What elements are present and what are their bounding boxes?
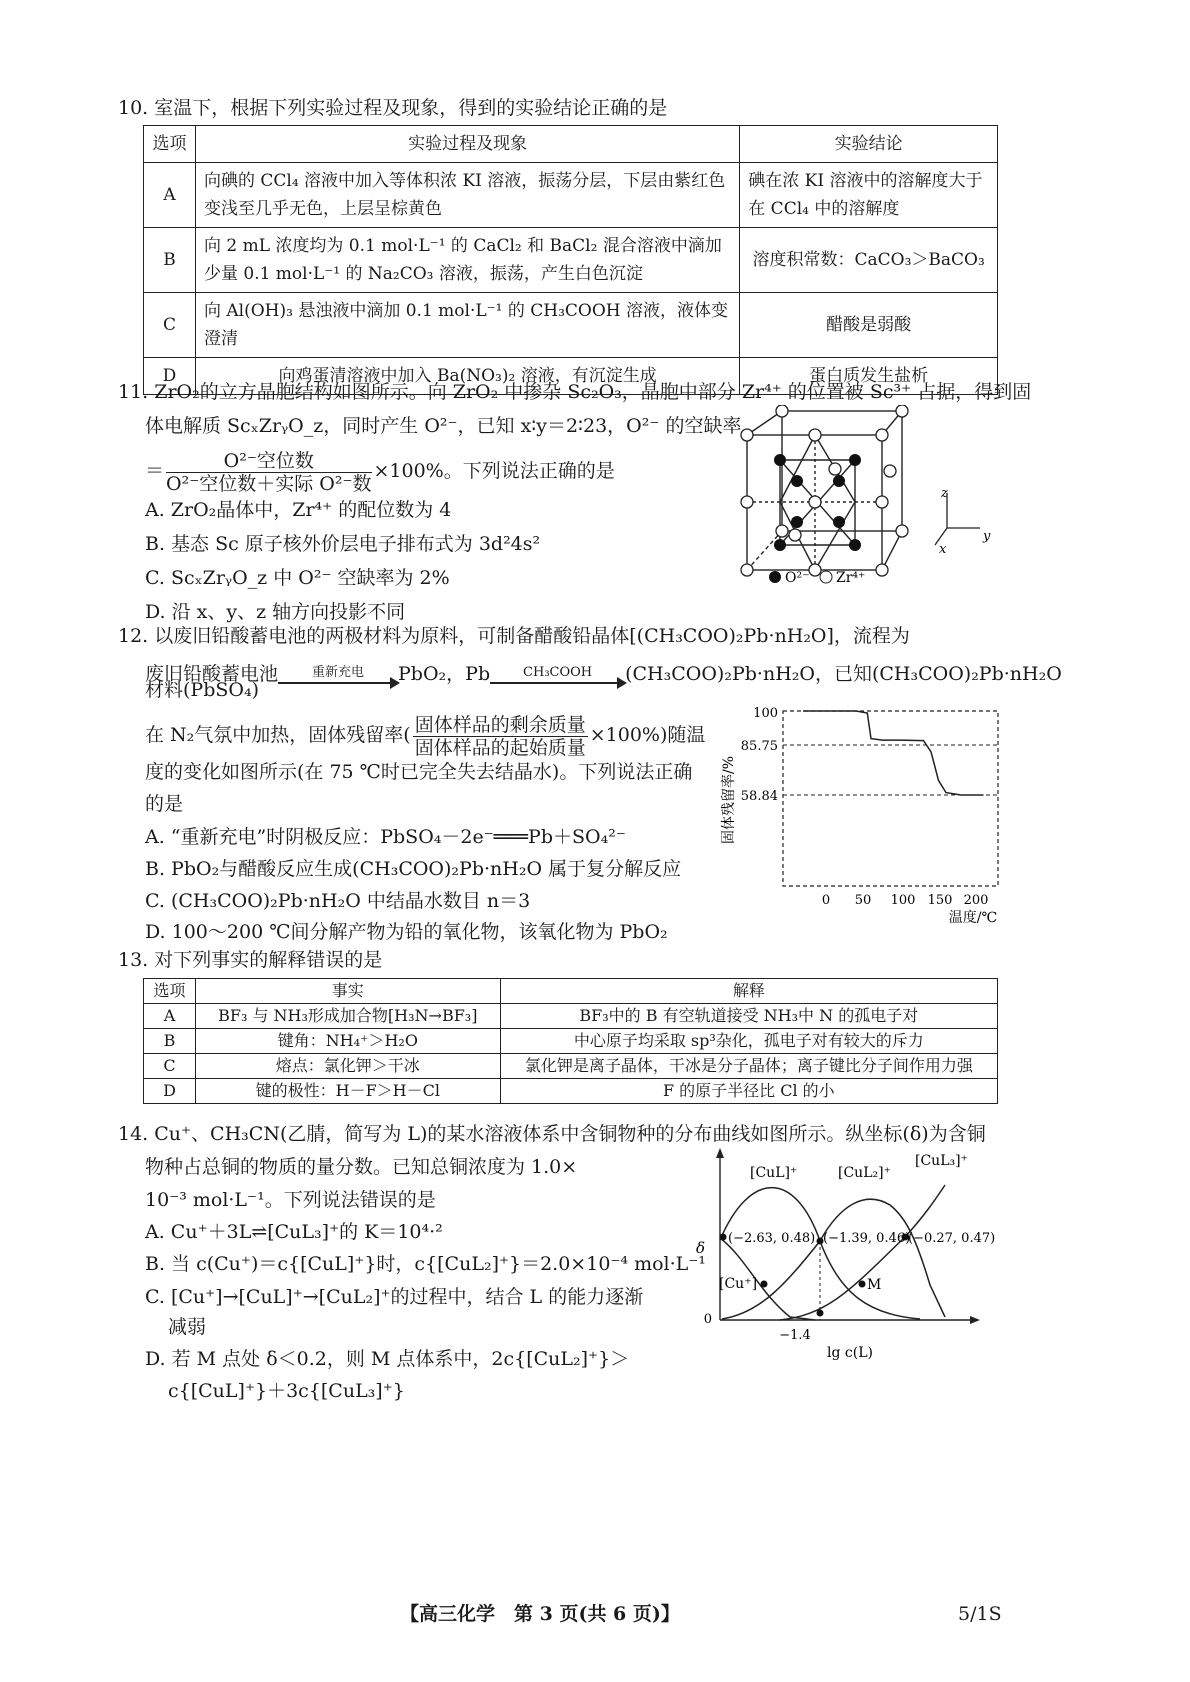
legend-o-label: O²⁻ <box>785 570 810 586</box>
q12-line1: 12. 以废旧铅酸蓄电池的两极材料为原料，可制备醋酸铅晶体[(CH₃COO)₂Pb·nH₂O]，流程为 <box>118 625 910 647</box>
q14-line3: 10⁻³ mol·L⁻¹。下列说法错误的是 <box>145 1189 436 1211</box>
row-process: 向 2 mL 浓度均为 0.1 mol·L⁻¹ 的 CaCl₂ 和 BaCl₂ 混合溶液中滴加少量 0.1 mol·L⁻¹ 的 Na₂CO₃ 溶液，振荡，产生白色沉淀 <box>195 228 739 293</box>
q14-option-c1: C. [Cu⁺]→[CuL]⁺→[CuL₂]⁺的过程中，结合 L 的能力逐渐 <box>145 1286 644 1308</box>
row-option: C <box>144 293 196 358</box>
curve-label-cu: [Cu⁺] <box>719 1276 758 1292</box>
q11-option-d: D. 沿 x、y、z 轴方向投影不同 <box>145 601 406 623</box>
table-row <box>144 163 998 228</box>
o-legend-icon <box>769 571 781 583</box>
row-fact: 键角：NH₄⁺＞H₂O <box>195 1029 500 1054</box>
header-explanation: 解释 <box>500 979 997 1004</box>
flow-mid: PbO₂，Pb <box>398 663 491 685</box>
header-process: 实验过程及现象 <box>195 126 739 163</box>
q12-flow-start2: 材料(PbSO₄) <box>145 679 259 701</box>
point-marker <box>761 1281 768 1288</box>
flow-end: (CH₃COO)₂Pb·nH₂O，已知(CH₃COO)₂Pb·nH₂O <box>625 663 1062 685</box>
m-label: M <box>867 1277 882 1293</box>
q11-line2: 体电解质 ScₓZrᵧO_z，同时产生 O²⁻，已知 x∶y＝2∶23，O²⁻ 的空缺率 <box>145 415 742 437</box>
row-conclusion: 溶度积常数：CaCO₃＞BaCO₃ <box>740 228 998 293</box>
fraction-denominator: 固体样品的起始质量 <box>414 736 586 759</box>
residue-curve <box>803 711 984 795</box>
residue-fraction <box>413 714 588 759</box>
x-arrow-icon <box>970 1316 980 1324</box>
y-tick-label: 85.75 <box>740 739 778 754</box>
header-option: 选项 <box>144 979 196 1004</box>
equals-sign: ＝ <box>145 460 165 482</box>
table-row <box>144 1079 998 1104</box>
y-zero-label: 0 <box>703 1312 712 1327</box>
arrow1-label: 重新充电 <box>312 665 365 680</box>
x-axis-label: lg c(L) <box>827 1345 873 1361</box>
q14-option-c2: 减弱 <box>168 1316 207 1338</box>
x-tick-label: 150 <box>927 893 953 908</box>
axis-y-label: y <box>983 529 991 544</box>
fraction-numerator: O²⁻空位数 <box>166 450 371 473</box>
flow-arrow-2 <box>490 666 625 684</box>
q14-option-b: B. 当 c(Cu⁺)＝c{[CuL]⁺}时，c{[CuL₂]⁺}＝2.0×10⁻⁴ mol·L⁻¹ <box>145 1253 706 1275</box>
q12-option-d: D. 100～200 ℃间分解产物为铅的氧化物，该氧化物为 PbO₂ <box>145 921 668 943</box>
legend-zr-label: Zr⁴⁺ <box>836 570 866 586</box>
formula-suffix: ×100%。下列说法正确的是 <box>373 460 615 482</box>
q14-line2: 物种占总铜的物质的量分数。已知总铜浓度为 1.0× <box>145 1156 578 1178</box>
header-option: 选项 <box>144 126 196 163</box>
table-row <box>144 293 998 358</box>
distribution-chart <box>690 1145 1010 1370</box>
residue-chart <box>718 700 1018 930</box>
footer-center: 【高三化学 第 3 页(共 6 页)】 <box>400 1603 680 1625</box>
q14-option-a: A. Cu⁺＋3L⇌[CuL₃]⁺的 K＝10⁴·² <box>145 1221 443 1243</box>
point-marker <box>720 1234 727 1241</box>
y-axis-label: δ <box>696 1239 706 1257</box>
q12-line5: 的是 <box>145 793 184 815</box>
row-fact: 键的极性：H－F＞H－Cl <box>195 1079 500 1104</box>
arrow2-label: CH₃COOH <box>523 665 593 680</box>
table-header-row <box>144 126 998 163</box>
flow-arrow-1 <box>278 666 398 684</box>
q12-line3 <box>145 710 705 760</box>
q14-line1: 14. Cu⁺、CH₃CN(乙腈，简写为 L)的某水溶液体系中含铜物种的分布曲线如图所示。纵坐标(δ)为含铜 <box>118 1123 986 1145</box>
curve-label-cul: [CuL]⁺ <box>750 1165 798 1181</box>
q13-stem: 13. 对下列事实的解释错误的是 <box>118 949 383 971</box>
row-option: C <box>144 1054 196 1079</box>
row-explanation: F 的原子半径比 Cl 的小 <box>500 1079 997 1104</box>
row-conclusion: 碘在浓 KI 溶液中的溶解度大于在 CCl₄ 中的溶解度 <box>740 163 998 228</box>
q14-option-d1: D. 若 M 点处 δ＜0.2，则 M 点体系中，2c{[CuL₂]⁺}＞ <box>145 1348 630 1370</box>
row-explanation: 中心原子均采取 sp³杂化，孤电子对有较大的斥力 <box>500 1029 997 1054</box>
q10-stem: 10. 室温下，根据下列实验过程及现象，得到的实验结论正确的是 <box>118 97 668 119</box>
row-process: 向碘的 CCl₄ 溶液中加入等体积浓 KI 溶液，振荡分层，下层由紫红色变浅至几乎无色，上层呈棕黄色 <box>195 163 739 228</box>
row-option: B <box>144 228 196 293</box>
row-option: B <box>144 1029 196 1054</box>
q13-table <box>143 978 998 1104</box>
zr-legend-icon <box>820 571 832 583</box>
row-process: 向鸡蛋清溶液中加入 Ba(NO₃)₂ 溶液，有沉淀生成 <box>195 358 739 395</box>
table-row <box>144 1004 998 1029</box>
header-fact: 事实 <box>195 979 500 1004</box>
row-fact: 熔点：氯化钾＞干冰 <box>195 1054 500 1079</box>
y-arrow-icon <box>716 1148 724 1158</box>
row-conclusion: 蛋白质发生盐析 <box>740 358 998 395</box>
x-tick-label: 0 <box>821 893 831 908</box>
curve-label-cul3: [CuL₃]⁺ <box>915 1153 968 1169</box>
curve-label-cul2: [CuL₂]⁺ <box>838 1165 891 1181</box>
header-conclusion: 实验结论 <box>740 126 998 163</box>
flow-start: 废旧铅酸蓄电池 <box>145 663 279 685</box>
q11-option-a: A. ZrO₂晶体中，Zr⁴⁺ 的配位数为 4 <box>145 499 452 521</box>
point-label: (−0.27, 0.47) <box>908 1231 996 1246</box>
q14-option-d2: c{[CuL]⁺}＋3c{[CuL₃]⁺} <box>168 1380 405 1402</box>
q12-option-b: B. PbO₂与醋酸反应生成(CH₃COO)₂Pb·nH₂O 属于复分解反应 <box>145 858 682 880</box>
fraction-denominator: O²⁻空位数＋实际 O²⁻数 <box>166 472 372 495</box>
q12-line4: 度的变化如图所示(在 75 ℃时已完全失去结晶水)。下列说法正确 <box>145 761 693 783</box>
axis-z-label: z <box>941 486 948 501</box>
chart-frame <box>783 711 998 886</box>
footer-right: 5/1S <box>958 1603 1002 1625</box>
table-row <box>144 1029 998 1054</box>
crystal-cell-figure <box>735 405 1010 595</box>
q12-flow <box>145 660 1062 688</box>
cul3-curve <box>780 1185 945 1320</box>
row-option: D <box>144 1079 196 1104</box>
row-option: A <box>144 163 196 228</box>
table-row <box>144 1054 998 1079</box>
x-tick-label: 50 <box>854 893 872 908</box>
row-option: A <box>144 1004 196 1029</box>
m-point-marker <box>859 1281 866 1288</box>
point-marker <box>817 1310 824 1317</box>
line3-prefix: 在 N₂气氛中加热，固体残留率( <box>145 724 411 746</box>
q12-option-a: A. “重新充电”时阴极反应：PbSO₄－2e⁻═══Pb＋SO₄²⁻ <box>145 826 626 848</box>
table-header-row <box>144 979 998 1004</box>
line3-suffix: ×100%)随温 <box>589 724 706 746</box>
x-axis-label: 温度/℃ <box>948 910 998 926</box>
q12-option-c: C. (CH₃COO)₂Pb·nH₂O 中结晶水数目 n＝3 <box>145 890 531 912</box>
row-process: 向 Al(OH)₃ 悬浊液中滴加 0.1 mol·L⁻¹ 的 CH₃COOH 溶液，液体变澄清 <box>195 293 739 358</box>
vacancy-fraction <box>166 450 371 495</box>
x-mark-label: −1.4 <box>779 1328 811 1343</box>
fraction-numerator: 固体样品的剩余质量 <box>414 713 586 736</box>
point-label: (−1.39, 0.46) <box>823 1231 911 1246</box>
row-conclusion: 醋酸是弱酸 <box>740 293 998 358</box>
axis-x-label: x <box>939 542 947 557</box>
y-tick-label: 100 <box>753 706 778 721</box>
point-label: (−2.63, 0.48) <box>728 1231 816 1246</box>
q11-formula <box>145 446 615 496</box>
q11-option-b: B. 基态 Sc 原子核外价层电子排布式为 3d²4s² <box>145 533 541 555</box>
row-explanation: 氯化钾是离子晶体，干冰是分子晶体；离子键比分子间作用力强 <box>500 1054 997 1079</box>
x-tick-label: 100 <box>890 893 916 908</box>
table-row <box>144 228 998 293</box>
row-fact: BF₃ 与 NH₃形成加合物[H₃N→BF₃] <box>195 1004 500 1029</box>
q11-option-c: C. ScₓZrᵧO_z 中 O²⁻ 空缺率为 2% <box>145 567 450 589</box>
row-explanation: BF₃中的 B 有空轨道接受 NH₃中 N 的孤电子对 <box>500 1004 997 1029</box>
x-tick-label: 200 <box>963 893 989 908</box>
y-tick-label: 58.84 <box>740 789 778 804</box>
q10-table <box>143 125 998 395</box>
y-axis-label: 固体残留率/% <box>721 755 737 845</box>
row-option: D <box>144 358 196 395</box>
q11-line1: 11. ZrO₂的立方晶胞结构如图所示。向 ZrO₂ 中掺杂 Sc₂O₃，晶胞中部分 Zr⁴⁺ 的位置被 Sc³⁺ 占据，得到固 <box>118 381 1032 403</box>
